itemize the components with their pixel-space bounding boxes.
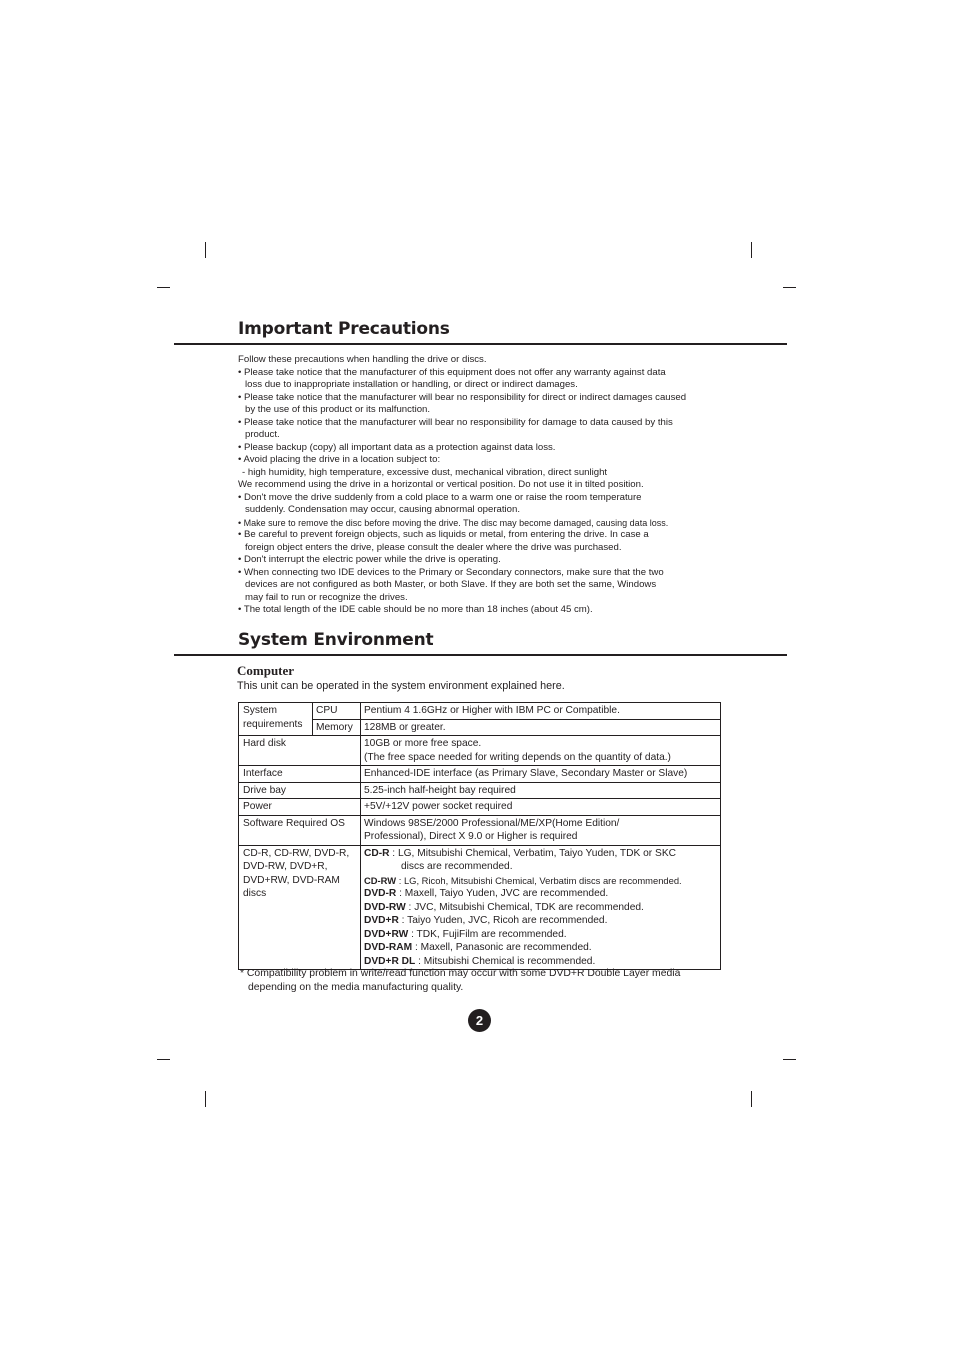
crop-mark (783, 287, 796, 288)
crop-mark (751, 1091, 752, 1107)
interface-label: Interface (239, 766, 361, 783)
memory-value: 128MB or greater. (361, 719, 721, 736)
computer-subtitle: Computer (237, 663, 295, 678)
os-value-line: Professional), Direct X 9.0 or Higher is required (364, 831, 578, 842)
cpu-value: Pentium 4 1.6GHz or Higher with IBM PC or Compatible. (361, 703, 721, 720)
precaution-line: • Please take notice that the manufacturer of this equipment does not offer any warranty against data (238, 366, 666, 378)
precaution-line: We recommend using the drive in a horizontal or vertical position. Do not use it in tilted position. (238, 479, 644, 490)
precaution-line: • Be careful to prevent foreign objects, such as liquids or metal, from entering the drive. In case a (238, 529, 649, 540)
media-name: DVD-RW (364, 901, 406, 913)
interface-value: Enhanced-IDE interface (as Primary Slave, Secondary Master or Slave) (361, 766, 721, 783)
precaution-line: • Avoid placing the drive in a location subject to: (238, 454, 441, 465)
sysreq-label-line: System (243, 705, 277, 716)
precaution-line: by the use of this product or its malfunction. (245, 404, 431, 415)
media-text: : Maxell, Panasonic are recommended. (412, 942, 592, 953)
table-row (239, 766, 721, 783)
media-name: DVD+R DL (364, 955, 416, 967)
sysreq-label-line: requirements (243, 718, 303, 730)
crop-mark (205, 242, 206, 258)
media-line (364, 901, 717, 915)
media-line (364, 847, 717, 861)
table-row (239, 799, 721, 816)
precautions-list (238, 354, 728, 617)
media-label-line: DVD+RW, DVD-RAM (243, 874, 340, 886)
media-label-line: discs (243, 888, 267, 899)
media-name: CD-R (364, 847, 390, 859)
note-line: depending on the media manufacturing quality. (248, 982, 464, 993)
media-text: : LG, Mitsubishi Chemical, Verbatim, Taiyo Yuden, TDK or SKC (389, 847, 676, 859)
hdd-label: Hard disk (239, 736, 361, 766)
os-label: Software Required OS (239, 815, 361, 845)
table-row (239, 845, 721, 970)
system-title: System Environment (238, 630, 434, 650)
media-text: : Mitsubishi Chemical is recommended. (415, 955, 596, 967)
section-rule (174, 343, 787, 345)
crop-mark (157, 1059, 170, 1060)
media-name: DVD-RAM (364, 942, 413, 953)
table-row (239, 815, 721, 845)
media-name: DVD-R (364, 888, 397, 899)
section-rule (174, 654, 787, 656)
precaution-line: devices are not configured as both Master, or both Slave. If they are both set the same, Windows (245, 579, 657, 590)
precaution-line: • Please take notice that the manufacturer will bear no responsibility for damage to data caused by this (238, 416, 673, 428)
media-line (364, 914, 717, 928)
os-value-line: Windows 98SE/2000 Professional/ME/XP(Home Edition/ (364, 817, 620, 829)
media-text: : Taiyo Yuden, JVC, Ricoh are recommended. (398, 915, 608, 926)
crop-mark (157, 287, 170, 288)
media-name: DVD+RW (364, 928, 409, 940)
hdd-value-line: (The free space needed for writing depends on the quantity of data.) (364, 751, 671, 763)
precaution-line: may fail to run or recognize the drives. (245, 591, 408, 603)
media-name: DVD+R (364, 915, 399, 926)
media-value (361, 845, 721, 970)
precautions-title: Important Precautions (238, 319, 450, 339)
media-text: : Maxell, Taiyo Yuden, JVC are recommended. (396, 888, 609, 899)
compatibility-note (240, 967, 730, 995)
precaution-line: Follow these precautions when handling the drive or discs. (238, 354, 487, 365)
crop-mark (205, 1091, 206, 1107)
power-label: Power (239, 799, 361, 816)
sysreq-label (239, 703, 313, 736)
bay-value: 5.25-inch half-height bay required (361, 782, 721, 799)
media-line (364, 874, 717, 888)
precaution-line: product. (245, 429, 280, 440)
media-line (364, 928, 717, 942)
precaution-line: • Don't move the drive suddenly from a cold place to a warm one or raise the room temperature (238, 491, 642, 503)
table-row (239, 782, 721, 799)
os-value (361, 815, 721, 845)
precaution-line: • The total length of the IDE cable should be no more than 18 inches (about 45 cm). (238, 604, 593, 615)
system-intro: This unit can be operated in the system environment explained here. (237, 680, 565, 692)
cpu-label: CPU (313, 703, 361, 720)
table-row (239, 736, 721, 766)
media-text: : JVC, Mitsubishi Chemical, TDK are recommended. (405, 901, 644, 913)
hdd-value (361, 736, 721, 766)
system-requirements-table (238, 702, 721, 970)
media-line (364, 887, 717, 901)
page-number: 2 (468, 1009, 491, 1032)
media-label-line: DVD-RW, DVD+R, (243, 861, 328, 872)
media-text: : TDK, FujiFilm are recommended. (408, 928, 567, 940)
precaution-line: suddenly. Condensation may occur, causing abnormal operation. (245, 504, 521, 515)
media-label-line: CD-R, CD-RW, DVD-R, (243, 847, 350, 859)
media-name: CD-RW (364, 874, 397, 886)
media-line-continuation: discs are recommended. (401, 861, 513, 872)
power-value: +5V/+12V power socket required (361, 799, 721, 816)
media-text: : LG, Ricoh, Mitsubishi Chemical, Verbatim discs are recommended. (396, 874, 682, 886)
precaution-line: foreign object enters the drive, please consult the dealer where the drive was purchased. (245, 541, 622, 553)
bay-label: Drive bay (239, 782, 361, 799)
precaution-line: • Don't interrupt the electric power while the drive is operating. (238, 554, 501, 565)
precaution-line: loss due to inappropriate installation or handling, or direct or indirect damages. (245, 379, 578, 390)
media-line (364, 941, 717, 955)
precaution-line: • Please take notice that the manufacturer will bear no responsibility for direct or indirect damages caused (238, 391, 687, 403)
precaution-line: • Please backup (copy) all important data as a protection against data loss. (238, 441, 556, 453)
table-row (239, 703, 721, 720)
memory-label: Memory (313, 719, 361, 736)
crop-mark (783, 1059, 796, 1060)
media-line (364, 955, 717, 969)
precaution-line: • When connecting two IDE devices to the Primary or Secondary connectors, make sure that the two (238, 566, 664, 578)
precaution-line: • Make sure to remove the disc before moving the drive. The disc may become damaged, causing data loss. (238, 517, 669, 528)
note-line: * Compatibility problem in write/read function may occur with some DVD+R Double Layer media (240, 968, 681, 979)
precaution-line: - high humidity, high temperature, excessive dust, mechanical vibration, direct sunlight (242, 466, 608, 478)
crop-mark (751, 242, 752, 258)
hdd-value-line: 10GB or more free space. (364, 738, 482, 749)
media-label (239, 845, 361, 970)
